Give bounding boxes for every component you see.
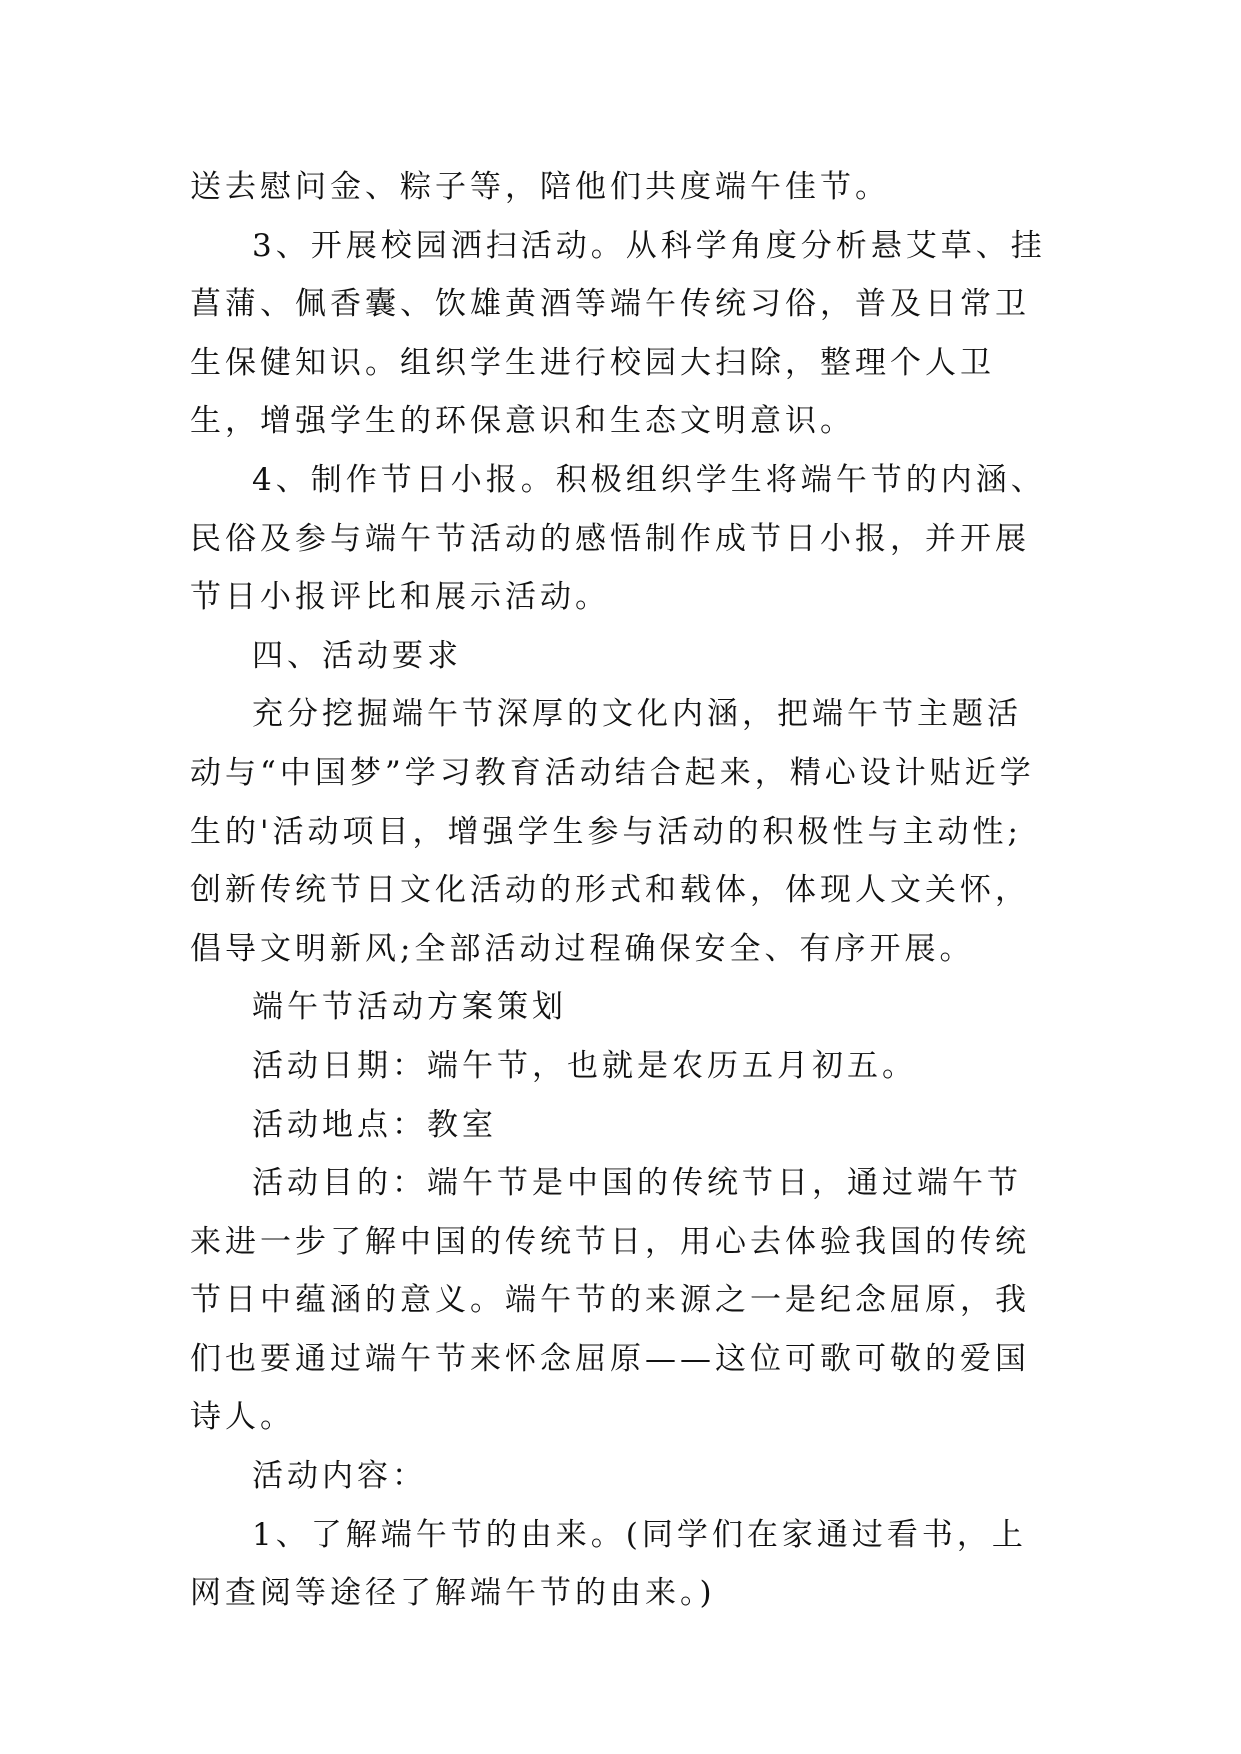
paragraph-item-3-cleaning: 3、开展校园洒扫活动。从科学角度分析悬艾草、挂菖蒲、佩香囊、饮雄黄酒等端午传统习俗，普及日常卫生保健知识。组织学生进行校园大扫除，整理个人卫生，增强学生的环保意识和生态文明意识。 xyxy=(190,227,1046,440)
paragraph-item-4-newspaper: 4、制作节日小报。积极组织学生将端午节的内涵、民俗及参与端午节活动的感悟制作成节日小报，并开展节日小报评比和展示活动。 xyxy=(190,461,1046,616)
section-heading-requirements: 四、活动要求 xyxy=(252,637,462,674)
activity-content-heading: 活动内容： xyxy=(252,1458,427,1495)
activity-date: 活动日期：端午节，也就是农历五月初五。 xyxy=(252,1047,917,1084)
activity-purpose: 活动目的：端午节是中国的传统节日，通过端午节来进一步了解中国的传统节日，用心去体验我国的传统节日中蕴涵的意义。端午节的来源之一是纪念屈原，我们也要通过端午节来怀念屈原——这位可歌可敬的爱国诗人。 xyxy=(190,1165,1030,1436)
paragraph-continuation: 送去慰问金、粽子等，陪他们共度端午佳节。 xyxy=(190,169,890,205)
document-body xyxy=(190,158,1056,1623)
plan-title: 端午节活动方案策划 xyxy=(252,989,567,1026)
paragraph-requirements: 充分挖掘端午节深厚的文化内涵，把端午节主题活动与“中国梦”学习教育活动结合起来，精心设计贴近学生的'活动项目，增强学生参与活动的积极性与主动性;创新传统节日文化活动的形式和载体，体现人文关怀，倡导文明新风;全部活动过程确保安全、有序开展。 xyxy=(190,696,1035,967)
activity-content-item-1: 1、了解端午节的由来。(同学们在家通过看书，上网查阅等途径了解端午节的由来。) xyxy=(190,1516,1027,1612)
activity-location: 活动地点：教室 xyxy=(252,1106,497,1143)
